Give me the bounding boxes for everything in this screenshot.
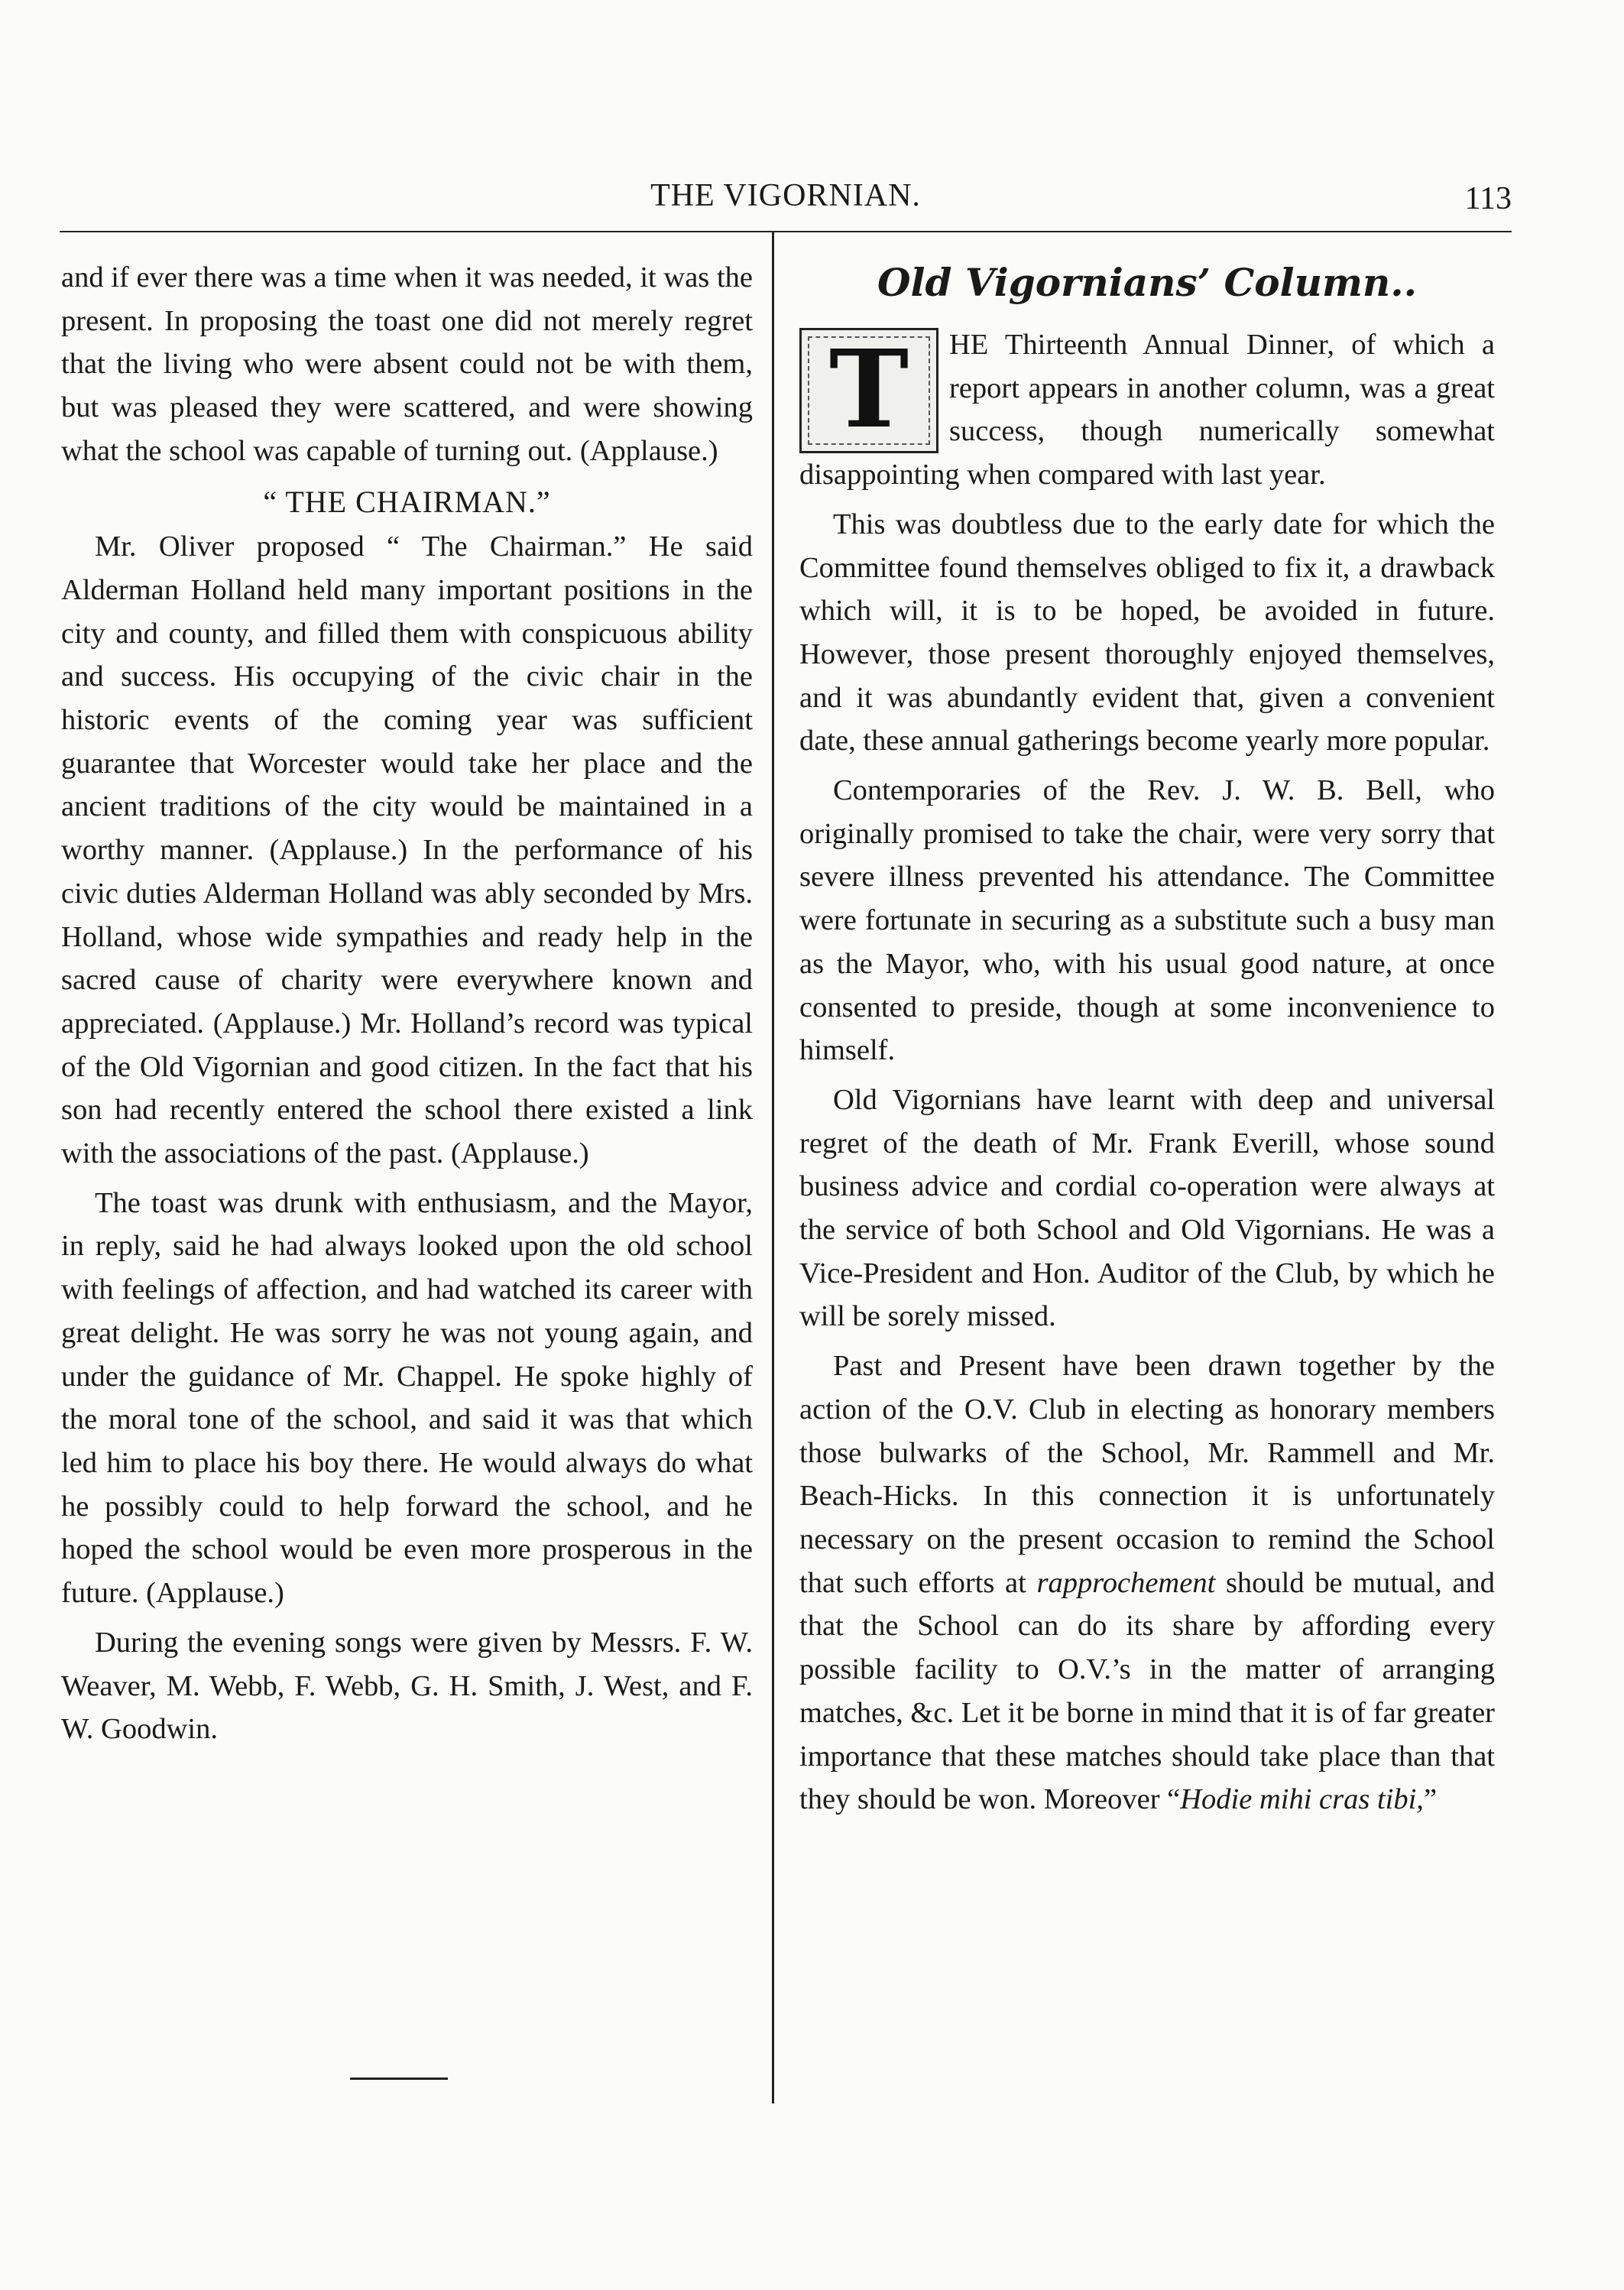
- right-column: [799, 256, 1495, 1828]
- paragraph: The toast was drunk with enthusiasm, and the Mayor, in reply, said he had always looked upon the old school with feelings of affection, and had watched its career with great delight. He was sorry he was not young again, and under the guidance of Mr. Chappel. He spoke highly of the moral tone of the school, and said it was that which led him to place his boy there. He would always do what he possibly could to help forward the school, and he hoped the school would be even more prosperous in the future. (Applause.): [61, 1186, 753, 1610]
- text-run: should be mutual, and that the School can do its share by affording every possible facility to O.V.’s in the matter of arranging matches, &c. Let it be borne in mind that it is of far greater importance that these matches should take place than that they should be won. Moreover “: [799, 1566, 1496, 1816]
- section-end-rule: [350, 2078, 448, 2080]
- italic-phrase: rapprochement: [1036, 1566, 1216, 1599]
- drop-cap-ornament: [799, 328, 938, 453]
- column-divider: [772, 231, 774, 2103]
- paragraph: and if ever there was a time when it was needed, it was the present. In proposing the toast one did not merely regret that the living who were absent could not be with them, but was pleased they were scattered, and were showing what the school was capable of turning out. (Applause.): [61, 261, 753, 467]
- left-column: [61, 256, 753, 1757]
- text-run: Past and Present have been drawn together by the action of the O.V. Club in electing as honorary members those bulwarks of the School, Mr. Rammell and Mr. Beach-Hicks. In this connection it is unfortunately necessary on the present occasion to remind the School that such efforts at: [799, 1350, 1495, 1599]
- italic-phrase: Hodie mihi cras tibi,: [1180, 1783, 1424, 1816]
- paragraph: Old Vigornians have learnt with deep and universal regret of the death of Mr. Frank Everill, whose sound business advice and cordial co-operation were always at the service of both School and Old Vigornians. He was a Vice-President and Hon. Auditor of the Club, by which he will be sorely missed.: [799, 1083, 1495, 1333]
- paragraph: Mr. Oliver proposed “ The Chairman.” He said Alderman Holland held many important positions in the city and county, and filled them with conspicuous ability and success. His occupying of the civic chair in the historic events of the coming year was sufficient guarantee that Worcester would take her place and the ancient traditions of the city would be maintained in a worthy manner. (Applause.) In the performance of his civic duties Alderman Holland was ably seconded by Mrs. Holland, whose wide sympathies and ready help in the sacred cause of charity were everywhere known and appreciated. (Applause.) Mr. Holland’s record was typical of the Old Vigornian and good citizen. In the fact that his son had recently entered the school there existed a link with the associations of the past. (Applause.): [61, 530, 753, 1170]
- paragraph: HE Thirteenth Annual Dinner, of which a report appears in another column, was a great success, though numerically somewhat disappointing when compared with last year.: [799, 329, 1495, 491]
- page-header: [60, 177, 1512, 223]
- paragraph: During the evening songs were given by Messrs. F. W. Weaver, M. Webb, F. Webb, G. H. Smith, J. West, and F. W. Goodwin.: [61, 1626, 753, 1746]
- paragraph: [799, 1344, 1495, 1821]
- page-number: 113: [1464, 181, 1512, 216]
- header-rule: [60, 231, 1512, 232]
- paragraph: Contemporaries of the Rev. J. W. B. Bell, who originally promised to take the chair, were very sorry that severe illness prevented his attendance. The Committee were fortunate in securing as a substitute such a busy man as the Mayor, who, with his usual good nature, at once consented to preside, though at some inconvenience to himself.: [799, 774, 1495, 1067]
- running-title: THE VIGORNIAN.: [650, 178, 921, 213]
- paragraph: This was doubtless due to the early date for which the Committee found themselves obliged to fix it, a drawback which will, it is to be hoped, be avoided in future. However, those present thoroughly enjoyed themselves, and it was abundantly evident that, given a convenient date, these annual gatherings become yearly more popular.: [799, 508, 1495, 757]
- text-run: ”: [1423, 1783, 1438, 1816]
- column-title: Old Vigornians’ Column..: [877, 260, 1418, 305]
- drop-cap-letter: T: [828, 327, 909, 452]
- section-subheading: “ THE CHAIRMAN.”: [263, 484, 551, 519]
